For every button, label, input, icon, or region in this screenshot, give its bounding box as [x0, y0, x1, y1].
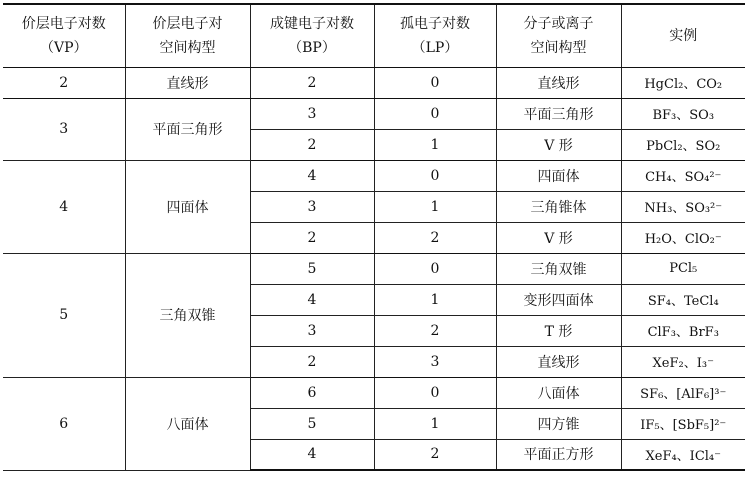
header-examples: 实例: [621, 4, 745, 67]
bp-cell: 4: [250, 439, 374, 470]
examples-cell: NH₃、SO₃²⁻: [621, 191, 745, 222]
table-row: [3, 67, 745, 98]
molecular-shape-cell: 八面体: [496, 377, 621, 408]
examples-cell: ClF₃、BrF₃: [621, 315, 745, 346]
examples-cell: HgCl₂、CO₂: [621, 67, 745, 98]
molecular-shape-cell: 四面体: [496, 160, 621, 191]
header-row: [3, 4, 745, 67]
electron-geometry-cell: 三角双锥: [125, 253, 250, 377]
table-body: [3, 67, 745, 470]
electron-geometry-cell: 八面体: [125, 377, 250, 470]
bp-cell: 2: [250, 222, 374, 253]
electron-geometry-cell: 四面体: [125, 160, 250, 253]
lp-cell: 0: [374, 98, 496, 129]
examples-cell: PbCl₂、SO₂: [621, 129, 745, 160]
bp-cell: 4: [250, 284, 374, 315]
molecular-shape-cell: 三角双锥: [496, 253, 621, 284]
electron-geometry-cell: 平面三角形: [125, 98, 250, 160]
bp-cell: 3: [250, 191, 374, 222]
examples-cell: BF₃、SO₃: [621, 98, 745, 129]
molecular-shape-cell: V 形: [496, 129, 621, 160]
header-molecular-shape: 分子或离子 空间构型: [496, 4, 621, 67]
lp-cell: 1: [374, 408, 496, 439]
vp-cell: 4: [3, 160, 125, 253]
vp-cell: 6: [3, 377, 125, 470]
lp-cell: 0: [374, 67, 496, 98]
table-row: [3, 98, 745, 129]
molecular-shape-cell: 三角锥体: [496, 191, 621, 222]
bp-cell: 4: [250, 160, 374, 191]
header-vp: 价层电子对数 （VP）: [3, 4, 125, 67]
lp-cell: 1: [374, 191, 496, 222]
vp-cell: 2: [3, 67, 125, 98]
examples-cell: SF₆、[AlF₆]³⁻: [621, 377, 745, 408]
header-electron-geometry: 价层电子对 空间构型: [125, 4, 250, 67]
molecular-shape-cell: V 形: [496, 222, 621, 253]
bp-cell: 6: [250, 377, 374, 408]
lp-cell: 1: [374, 284, 496, 315]
lp-cell: 1: [374, 129, 496, 160]
molecular-shape-cell: 平面正方形: [496, 439, 621, 470]
lp-cell: 0: [374, 160, 496, 191]
lp-cell: 2: [374, 439, 496, 470]
bp-cell: 2: [250, 346, 374, 377]
lp-cell: 0: [374, 377, 496, 408]
examples-cell: CH₄、SO₄²⁻: [621, 160, 745, 191]
examples-cell: XeF₂、I₃⁻: [621, 346, 745, 377]
examples-cell: IF₅、[SbF₅]²⁻: [621, 408, 745, 439]
molecular-shape-cell: 直线形: [496, 346, 621, 377]
molecular-shape-cell: 变形四面体: [496, 284, 621, 315]
electron-geometry-cell: 直线形: [125, 67, 250, 98]
lp-cell: 0: [374, 253, 496, 284]
vp-cell: 3: [3, 98, 125, 160]
table-row: [3, 253, 745, 284]
bp-cell: 5: [250, 253, 374, 284]
examples-cell: PCl₅: [621, 253, 745, 284]
header-bp: 成键电子对数 （BP）: [250, 4, 374, 67]
bp-cell: 3: [250, 98, 374, 129]
examples-cell: SF₄、TeCl₄: [621, 284, 745, 315]
table-row: [3, 377, 745, 408]
bp-cell: 5: [250, 408, 374, 439]
lp-cell: 2: [374, 222, 496, 253]
header-lp: 孤电子对数 （LP）: [374, 4, 496, 67]
lp-cell: 2: [374, 315, 496, 346]
molecular-shape-cell: 直线形: [496, 67, 621, 98]
examples-cell: XeF₄、ICl₄⁻: [621, 439, 745, 470]
molecular-shape-cell: T 形: [496, 315, 621, 346]
bp-cell: 3: [250, 315, 374, 346]
table-row: [3, 160, 745, 191]
bp-cell: 2: [250, 129, 374, 160]
vsepr-table: [3, 3, 745, 471]
vp-cell: 5: [3, 253, 125, 377]
molecular-shape-cell: 四方锥: [496, 408, 621, 439]
bp-cell: 2: [250, 67, 374, 98]
lp-cell: 3: [374, 346, 496, 377]
examples-cell: H₂O、ClO₂⁻: [621, 222, 745, 253]
molecular-shape-cell: 平面三角形: [496, 98, 621, 129]
table-header: [3, 4, 745, 67]
